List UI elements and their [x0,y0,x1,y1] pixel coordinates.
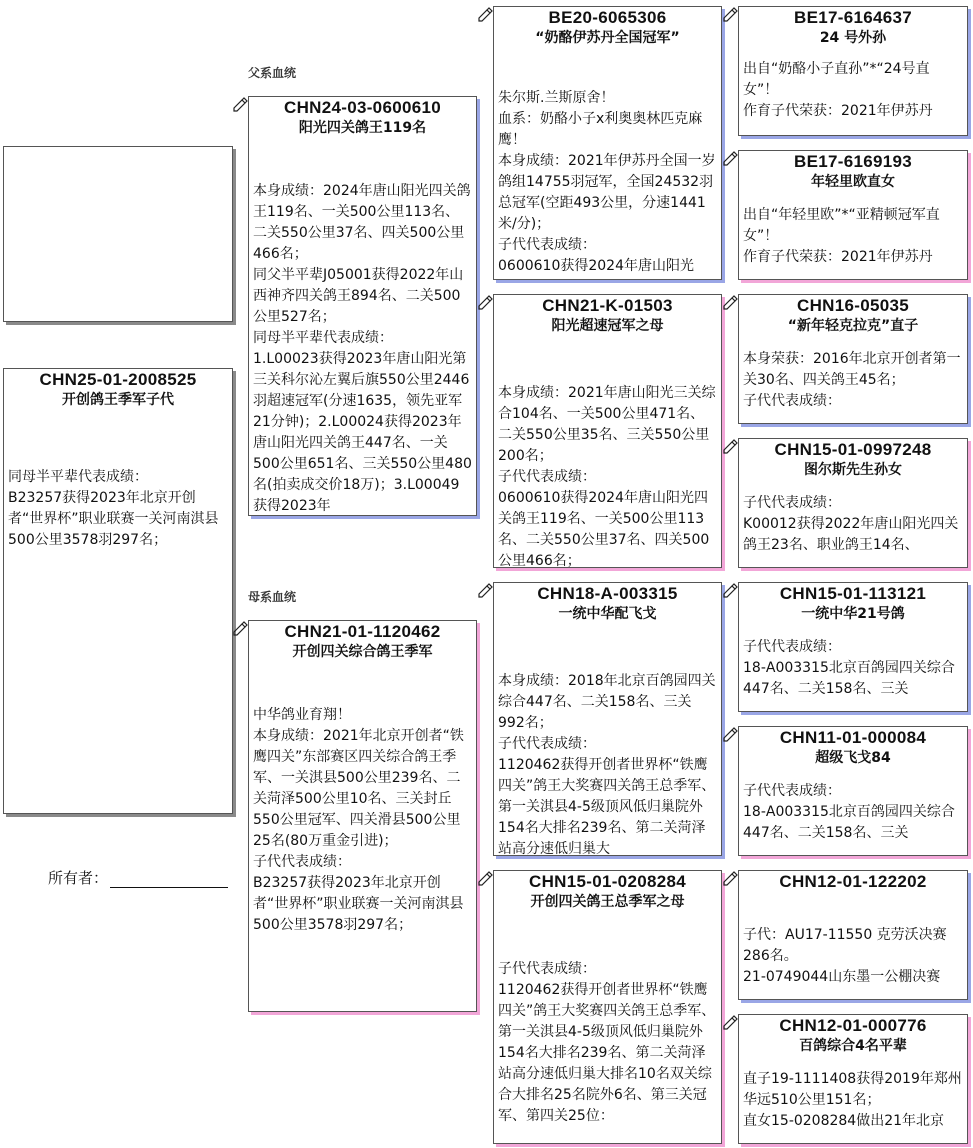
sire-card [248,96,477,516]
dam-text: 中华鸽业育翔！ 本身成绩：2021年北京开创者“铁鹰四关”东部赛区四关综合鸽王季军、一关淇县500公里239名、二关菏泽500公里10名、三关封丘550公里冠军、四关滑县500公里25名(80万重金引进)； 子代代表成绩： B23257获得2023年北京开创者“世界杯”职业联赛一关河南淇县500公里3578羽297名； [253,707,464,933]
subject-name: 开创鸽王季军子代 [62,392,174,408]
dd-sire-name [739,892,967,912]
ds-dam-name: 超级飞戈84 [815,750,891,766]
ss-sire-card [738,6,968,136]
edit-pencil-icon[interactable] [722,582,738,598]
sire-dam-card [493,294,722,568]
sd-dam-text: 子代代表成绩： K00012获得2022年唐山阳光四关鸽王23名、职业鸽王14名、 [743,495,959,553]
edit-pencil-icon[interactable] [722,438,738,454]
edit-pencil-icon[interactable] [722,870,738,886]
sire-text: 本身成绩：2024年唐山阳光四关鸽王119名、一关500公里113名、二关550公里37名、四关500公里466名； 同父半平辈J05001获得2022年山西神齐四关鸽王894名、二关500公里527名； 同母半平辈代表成绩： 1.L00023获得2023年唐山阳光第三关科尔沁左翼后旗550公里2446羽超速冠军(分速1635，领先亚军21分钟)；2.L00024获得2023年唐山阳光四关鸽王447名、一关500公里651名、三关550公里480名(拍卖成交价18万)；3.L00049获得2023年 [253,183,472,514]
dam-name: 开创四关综合鸽王季军 [292,644,433,660]
sd-sire-name: “新年轻克拉克”直子 [787,318,919,334]
sd-dam-ring: CHN15-01-0997248 [774,440,932,459]
sire-dam-name: 阳光超速冠军之母 [551,318,664,334]
sd-sire-card [738,294,968,424]
ds-sire-name: 一统中华21号鸽 [801,606,905,622]
edit-pencil-icon[interactable] [232,96,248,112]
sire-ring: CHN24-03-0600610 [284,98,441,117]
pigeon-photo-frame [3,146,233,322]
dam-dam-ring: CHN15-01-0208284 [529,872,686,891]
dam-sire-ring: CHN18-A-003315 [537,584,678,603]
ds-dam-ring: CHN11-01-000084 [779,728,927,747]
sire-line-label: 父系血统 [248,66,297,80]
dam-sire-card [493,582,722,856]
sd-sire-ring: CHN16-05035 [797,296,909,315]
owner-blank-line[interactable] [110,887,228,888]
dam-dam-text: 子代代表成绩： 1120462获得开创者世界杯“铁鹰四关”鸽王大奖赛四关鸽王总季军、第一关淇县4-5级顶风低归巢院外154名大排名239名、第二关菏泽站高分速低归巢大排名10名双关综合大排名25名院外6名、第三关冠军、第四关25位： [498,961,716,1124]
dd-sire-ring: CHN12-01-122202 [779,872,927,891]
edit-pencil-icon[interactable] [477,294,493,310]
dd-dam-text: 直子19-1111408获得2019年郑州华远510公里151名； 直女15-0208284做出21年北京 [743,1071,962,1129]
dam-dam-name: 开创四关鸽王总季军之母 [530,894,685,910]
dam-dam-card [493,870,722,1144]
sd-sire-text: 本身荣获：2016年北京开创者第一关30名、四关鸽王45名； 子代代表成绩： [743,351,961,409]
edit-pencil-icon[interactable] [232,620,248,636]
ss-sire-text: 出自“奶酪小子直孙”*“24号直女”！ 作育子代荣获：2021年伊苏丹 [743,61,933,119]
edit-pencil-icon[interactable] [477,870,493,886]
ds-dam-text: 子代代表成绩： 18-A003315北京百鸽园四关综合447名、二关158名、三关 [743,783,955,841]
sd-dam-card [738,438,968,568]
edit-pencil-icon[interactable] [722,150,738,166]
dam-line-label: 母系血统 [248,590,297,604]
sire-sire-name: “奶酪伊苏丹全国冠军” [535,30,680,46]
dd-sire-text: 子代：AU17-11550 克劳沃决赛286名。 21-0749044山东墨一公棚决赛 [743,927,947,985]
dd-dam-name: 百鸽综合4名平辈 [799,1038,907,1054]
sire-dam-text: 本身成绩：2021年唐山阳光三关综合104名、一关500公里471名、二关550公里35名、三关550公里200名； 子代代表成绩： 0600610获得2024年唐山阳光四关鸽王119名、一关500公里113名、二关550公里37名、四关500公里466名； [498,385,716,568]
ss-dam-name: 年轻里欧直女 [811,174,895,190]
edit-pencil-icon[interactable] [477,582,493,598]
owner-field [48,867,228,888]
ss-dam-ring: BE17-6169193 [794,152,912,171]
dd-dam-card [738,1014,968,1144]
ss-sire-ring: BE17-6164637 [794,8,912,27]
sire-sire-text: 朱尔斯.兰斯原舍！ 血系：奶酪小子x利奥奥林匹克麻鹰！ 本身成绩：2021年伊苏丹全国一岁鸽组14755羽冠军，全国24532羽总冠军(空距493公里，分速1441米/分)； 子代代表成绩： 0600610获得2024年唐山阳光 [498,90,716,274]
ss-dam-card [738,150,968,280]
dd-sire-card [738,870,968,1000]
sire-name: 阳光四关鸽王119名 [298,120,427,136]
edit-pencil-icon[interactable] [722,6,738,22]
subject-card [3,368,233,814]
sire-dam-ring: CHN21-K-01503 [542,296,673,315]
sd-dam-name: 图尔斯先生孙女 [804,462,902,478]
subject-ring: CHN25-01-2008525 [39,370,197,389]
ds-sire-text: 子代代表成绩： 18-A003315北京百鸽园四关综合447名、二关158名、三关 [743,639,955,697]
ds-dam-card [738,726,968,856]
dd-dam-ring: CHN12-01-000776 [779,1016,927,1035]
edit-pencil-icon[interactable] [722,1014,738,1030]
edit-pencil-icon[interactable] [722,726,738,742]
ds-sire-card [738,582,968,712]
dam-sire-text: 本身成绩：2018年北京百鸽园四关综合447名、二关158名、三关992名； 子代代表成绩： 1120462获得开创者世界杯“铁鹰四关”鸽王大奖赛四关鸽王总季军、第一关淇县4-5级顶风低归巢院外154名大排名239名、第二关菏泽站高分速低归巢大 [498,673,716,856]
dam-sire-name: 一统中华配飞戈 [558,606,657,622]
dam-ring: CHN21-01-1120462 [284,622,441,641]
sire-sire-card [493,6,722,280]
sire-sire-ring: BE20-6065306 [548,8,667,27]
subject-text: 同母半平辈代表成绩： B23257获得2023年北京开创者“世界杯”职业联赛一关河南淇县500公里3578羽297名； [8,469,219,548]
edit-pencil-icon[interactable] [477,6,493,22]
ss-dam-text: 出自“年轻里欧”*“亚精顿冠军直女”！ 作育子代荣获：2021年伊苏丹 [743,207,940,265]
ds-sire-ring: CHN15-01-113121 [779,584,927,603]
owner-label: 所有者： [48,869,109,887]
dam-card [248,620,477,1012]
ss-sire-name: 24 号外孙 [819,30,887,46]
edit-pencil-icon[interactable] [722,294,738,310]
